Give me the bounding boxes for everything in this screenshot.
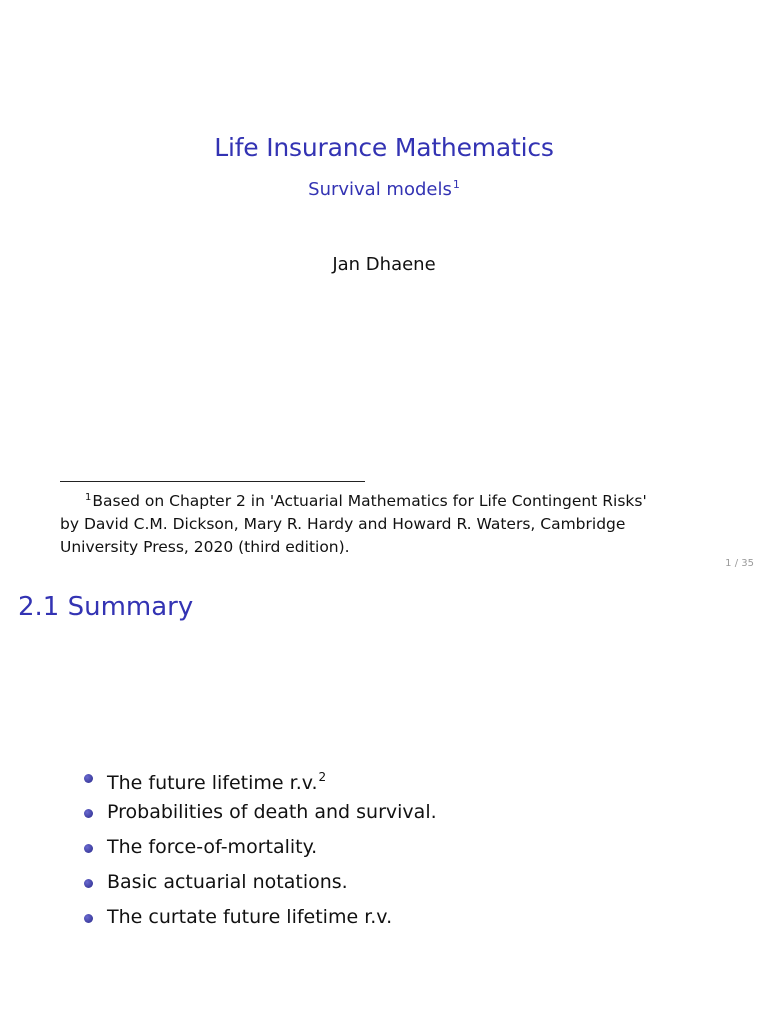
page-number: 1 / 35 [725, 558, 754, 569]
bullet-icon [84, 844, 93, 853]
footnote-mark: 1 [85, 492, 92, 503]
list-item-text: The force-of-mortality. [107, 836, 318, 858]
footnote-line-1 [60, 486, 710, 513]
list-item [82, 900, 437, 935]
footnote-mark: 2 [318, 770, 327, 784]
frame-title: 2.1 Summary [18, 592, 194, 622]
list-item-text: Probabilities of death and survival. [107, 801, 437, 823]
list-item [82, 865, 437, 900]
subtitle-footnote-mark: 1 [452, 178, 460, 191]
presentation-subtitle [0, 178, 768, 200]
list-item [82, 795, 437, 830]
bullet-icon [84, 774, 93, 783]
summary-list [82, 760, 437, 935]
footnote-divider [60, 481, 365, 482]
author-name: Jan Dhaene [332, 254, 436, 275]
footnote [60, 486, 710, 559]
footnote-line-3: University Press, 2020 (third edition). [60, 538, 350, 556]
list-item [82, 760, 437, 795]
list-item-text: The curtate future lifetime r.v. [107, 906, 393, 928]
bullet-icon [84, 879, 93, 888]
list-item-text: Basic actuarial notations. [107, 871, 348, 893]
footnote-line-1-text: Based on Chapter 2 in 'Actuarial Mathematics for Life Contingent Risks' [92, 492, 647, 510]
list-item [82, 830, 437, 865]
subtitle-text: Survival models [308, 179, 452, 200]
presentation-title: Life Insurance Mathematics [214, 133, 554, 162]
footnote-line-2: by David C.M. Dickson, Mary R. Hardy and Howard R. Waters, Cambridge [60, 515, 626, 533]
bullet-icon [84, 914, 93, 923]
bullet-icon [84, 809, 93, 818]
list-item-text: The future lifetime r.v. [107, 772, 318, 794]
summary-slide [0, 575, 768, 1024]
